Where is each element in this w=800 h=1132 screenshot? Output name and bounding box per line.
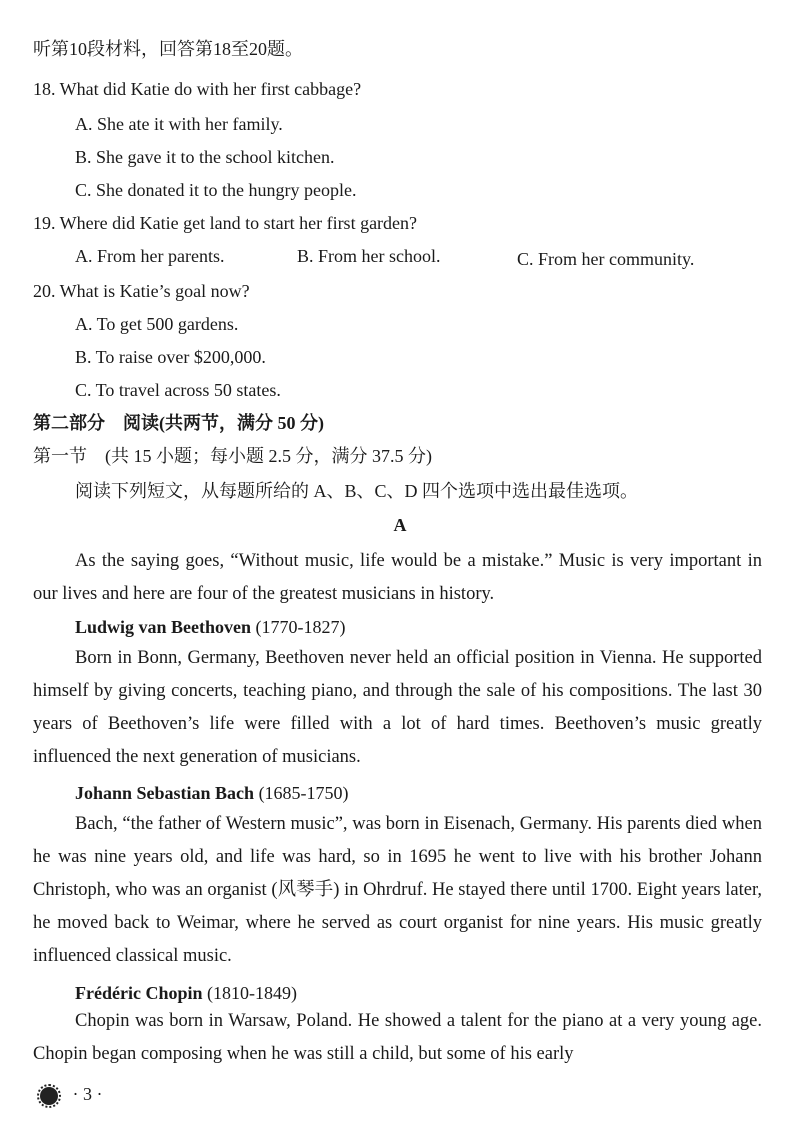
beethoven-heading [75,616,346,638]
reading-part-title: 第二部分 阅读(共两节，满分 50 分) [33,413,324,433]
question-19: 19. Where did Katie get land to start her first garden? [33,213,418,233]
page-number: · 3 · [72,1084,103,1104]
reading-section-title: 第一节 (共 15 小题；每小题 2.5 分，满分 37.5 分) [33,446,432,466]
chopin-years: (1810-1849) [207,983,297,1003]
option-19a: A. From her parents. [75,246,225,266]
option-20a: A. To get 500 gardens. [75,314,239,334]
beethoven-years: (1770-1827) [255,617,346,637]
chopin-paragraph: Chopin was born in Warsaw, Poland. He showed a talent for the piano at a very young age. Chopin began composing when he was still a child, but some of his early [33,1011,762,1064]
passage-label: A [393,515,407,535]
chopin-heading [75,982,297,1004]
page-footer [40,1083,103,1105]
bach-heading [75,782,349,804]
option-20c: C. To travel across 50 states. [75,380,281,400]
option-20b: B. To raise over $200,000. [75,347,266,367]
listening-intro: 听第10段材料，回答第18至20题。 [33,39,303,59]
chopin-name: Frédéric Chopin [75,983,203,1003]
question-20: 20. What is Katie’s goal now? [33,281,250,301]
question-18: 18. What did Katie do with her first cabbage? [33,79,362,99]
bach-years: (1685-1750) [258,783,349,803]
bach-paragraph: Bach, “the father of Western music”, was born in Eisenach, Germany. His parents died when he was nine years old, and life was hard, so in 1695 he went to live with his brother Johann Christoph, who was an organist (风琴手) in Ohrdruf. He stayed there until 1700. Eight years later, he moved back to Weimar, where he served as court organist for nine years. His music greatly influenced classical music. [33,814,762,966]
option-18c: C. She donated it to the hungry people. [75,180,357,200]
sun-icon [40,1087,58,1105]
beethoven-name: Ludwig van Beethoven [75,617,252,637]
option-18b: B. She gave it to the school kitchen. [75,147,335,167]
beethoven-paragraph: Born in Bonn, Germany, Beethoven never held an official position in Vienna. He supported himself by giving concerts, teaching piano, and through the sale of his compositions. The last 30 years of Beethoven’s life were filled with a lot of hard times. Beethoven’s music greatly influenced the next generation of musicians. [33,648,762,767]
option-19b: B. From her school. [297,246,441,266]
option-19c: C. From her community. [517,249,695,269]
intro-paragraph: As the saying goes, “Without music, life would be a mistake.” Music is very important in our lives and here are four of the greatest musicians in history. [33,551,762,604]
option-18a: A. She ate it with her family. [75,114,283,134]
reading-instruction: 阅读下列短文，从每题所给的 A、B、C、D 四个选项中选出最佳选项。 [75,481,639,501]
bach-name: Johann Sebastian Bach [75,783,255,803]
